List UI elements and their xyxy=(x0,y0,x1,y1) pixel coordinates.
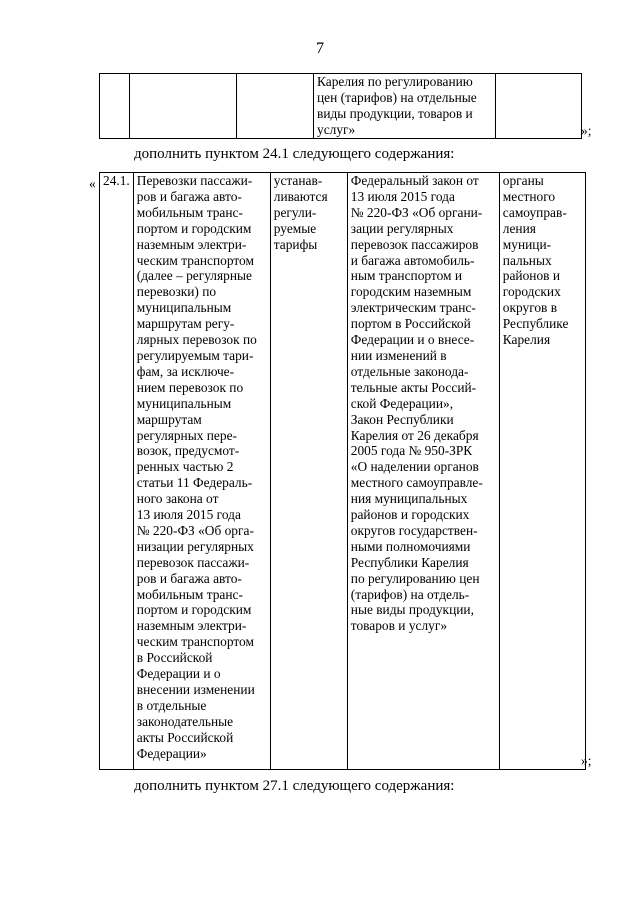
tariff-type-cell xyxy=(270,173,347,770)
cell-line: маршрутам регу- xyxy=(136,316,235,332)
cell-line: 13 июля 2015 года xyxy=(136,507,241,523)
cell-line: округов государствен- xyxy=(350,522,478,538)
cell-line: портом и городским xyxy=(136,602,252,618)
page-number: 7 xyxy=(316,40,324,57)
cell-line: местного xyxy=(502,188,556,204)
cell-line: № 220-ФЗ «Об органи- xyxy=(350,204,483,220)
cell-line: в Российской xyxy=(136,650,213,666)
table-cell xyxy=(237,74,314,139)
cell-line: в отдельные xyxy=(136,697,207,713)
item-24-1-table xyxy=(99,172,586,770)
cell-line: ления xyxy=(502,220,536,236)
cell-line: портом в Российской xyxy=(350,316,471,332)
cell-line: ческим транспортом xyxy=(136,634,254,650)
cell-line: и багажа автомобиль- xyxy=(350,252,475,268)
cell-line: законодательные xyxy=(136,713,234,729)
cell-line: электрическим транс- xyxy=(350,300,476,316)
service-description-cell xyxy=(133,173,270,770)
cell-line: мобильным транс- xyxy=(136,204,243,220)
cell-line: местного самоуправле- xyxy=(350,475,483,491)
cell-line: внесении изменении xyxy=(136,682,255,697)
item-number-cell xyxy=(100,173,134,770)
cell-line: статьи 11 Федераль- xyxy=(136,475,253,491)
cell-line: руемые xyxy=(273,220,317,236)
cell-line: наземным электри- xyxy=(136,618,247,634)
table-cell xyxy=(130,74,237,139)
cell-line: регулируемым тари- xyxy=(136,347,254,363)
cell-line: муници- xyxy=(502,236,552,252)
cell-line: Карелия по регулированию xyxy=(317,74,473,89)
item-number: 24.1. xyxy=(103,173,130,188)
cell-line: нием перевозок по xyxy=(136,379,244,395)
cell-line: Федерации и о xyxy=(136,666,221,682)
cell-line: возок, предусмот- xyxy=(136,443,240,459)
cell-line: муниципальным xyxy=(136,300,232,316)
cell-line: № 220-ФЗ «Об орга- xyxy=(136,522,254,538)
cell-line: ческим транспортом xyxy=(136,252,254,268)
cell-line: отдельные законода- xyxy=(350,363,469,379)
cell-line: наземным электри- xyxy=(136,236,247,252)
cell-line: маршрутам xyxy=(136,411,202,427)
cell-line: городских xyxy=(502,284,561,300)
cell-line: районов и городских xyxy=(350,507,470,523)
cell-line: устанав- xyxy=(273,173,323,188)
cell-line: округов в xyxy=(502,300,558,316)
table-row xyxy=(100,173,586,770)
cell-line: услуг» xyxy=(317,121,356,137)
cell-line: цен (тарифов) на отдельные xyxy=(317,89,477,105)
cell-line: товаров и услуг» xyxy=(350,618,448,634)
closing-quote-mark: »; xyxy=(581,753,592,768)
cell-line: (тарифов) на отдель- xyxy=(350,586,470,602)
cell-line: акты Российской xyxy=(136,729,234,745)
cell-line: Перевозки пассажи- xyxy=(136,173,253,188)
cell-line: виды продукции, товаров и xyxy=(317,105,473,121)
responsible-authority-cell xyxy=(499,173,585,770)
legal-basis-cell xyxy=(347,173,499,770)
cell-line: Республики Карелия xyxy=(350,554,469,570)
table-cell xyxy=(100,74,130,139)
cell-line: фам, за исключе- xyxy=(136,363,235,379)
cell-line: по регулированию цен xyxy=(350,570,480,586)
cell-line: ния муниципальных xyxy=(350,491,468,507)
cell-line: районов и xyxy=(502,268,560,284)
cell-line: муниципальным xyxy=(136,395,232,411)
table-cell-authority-text xyxy=(314,74,496,139)
table-row xyxy=(100,74,582,139)
cell-line: ливаются xyxy=(273,188,328,204)
cell-line: мобильным транс- xyxy=(136,586,243,602)
cell-line: городским наземным xyxy=(350,284,472,300)
cell-line: перевозок пассажи- xyxy=(136,554,250,570)
cell-line: Федерации и о внесе- xyxy=(350,332,475,348)
cell-line: Закон Республики xyxy=(350,411,454,427)
cell-line: Федеральный закон от xyxy=(350,173,479,188)
cell-line: органы xyxy=(502,173,544,188)
table-cell xyxy=(496,74,582,139)
cell-line: перевозки) по xyxy=(136,284,217,300)
cell-line: пальных xyxy=(502,252,552,268)
cell-line: ные виды продукции, xyxy=(350,602,474,618)
cell-line: Федерации» xyxy=(136,745,207,761)
cell-line: низации регулярных xyxy=(136,538,254,554)
cell-line: зации регулярных xyxy=(350,220,454,236)
cell-line: Карелия xyxy=(502,332,551,348)
top-table-fragment xyxy=(99,73,582,139)
amendment-paragraph-27-1: дополнить пунктом 27.1 следующего содержания: xyxy=(134,778,455,794)
cell-line: лярных перевозок по xyxy=(136,332,257,348)
cell-line: ской Федерации», xyxy=(350,395,454,411)
cell-line: ным транспортом и xyxy=(350,268,463,284)
cell-line: нии изменений в xyxy=(350,347,447,363)
cell-line: самоуправ- xyxy=(502,204,567,220)
cell-line: ными полномочиями xyxy=(350,538,471,554)
opening-quote-mark: « xyxy=(89,176,96,191)
cell-line: регулярных пере- xyxy=(136,427,237,443)
cell-line: ров и багажа авто- xyxy=(136,188,242,204)
cell-line: (далее – регулярные xyxy=(136,268,252,284)
cell-line: перевозок пассажиров xyxy=(350,236,479,252)
cell-line: 13 июля 2015 года xyxy=(350,188,455,204)
cell-line: ного закона от xyxy=(136,491,219,507)
cell-line: Карелия от 26 декабря xyxy=(350,427,479,443)
cell-line: тельные акты Россий- xyxy=(350,379,477,395)
cell-line: Республике xyxy=(502,316,569,332)
closing-quote-mark: »; xyxy=(581,123,592,138)
cell-line: регули- xyxy=(273,204,317,220)
cell-line: ров и багажа авто- xyxy=(136,570,242,586)
cell-line: «О наделении органов xyxy=(350,459,479,475)
cell-line: 2005 года № 950-ЗРК xyxy=(350,443,473,459)
cell-line: тарифы xyxy=(273,236,318,252)
cell-line: портом и городским xyxy=(136,220,252,236)
cell-line: ренных частью 2 xyxy=(136,459,234,475)
amendment-paragraph-24-1: дополнить пунктом 24.1 следующего содержания: xyxy=(134,146,455,162)
